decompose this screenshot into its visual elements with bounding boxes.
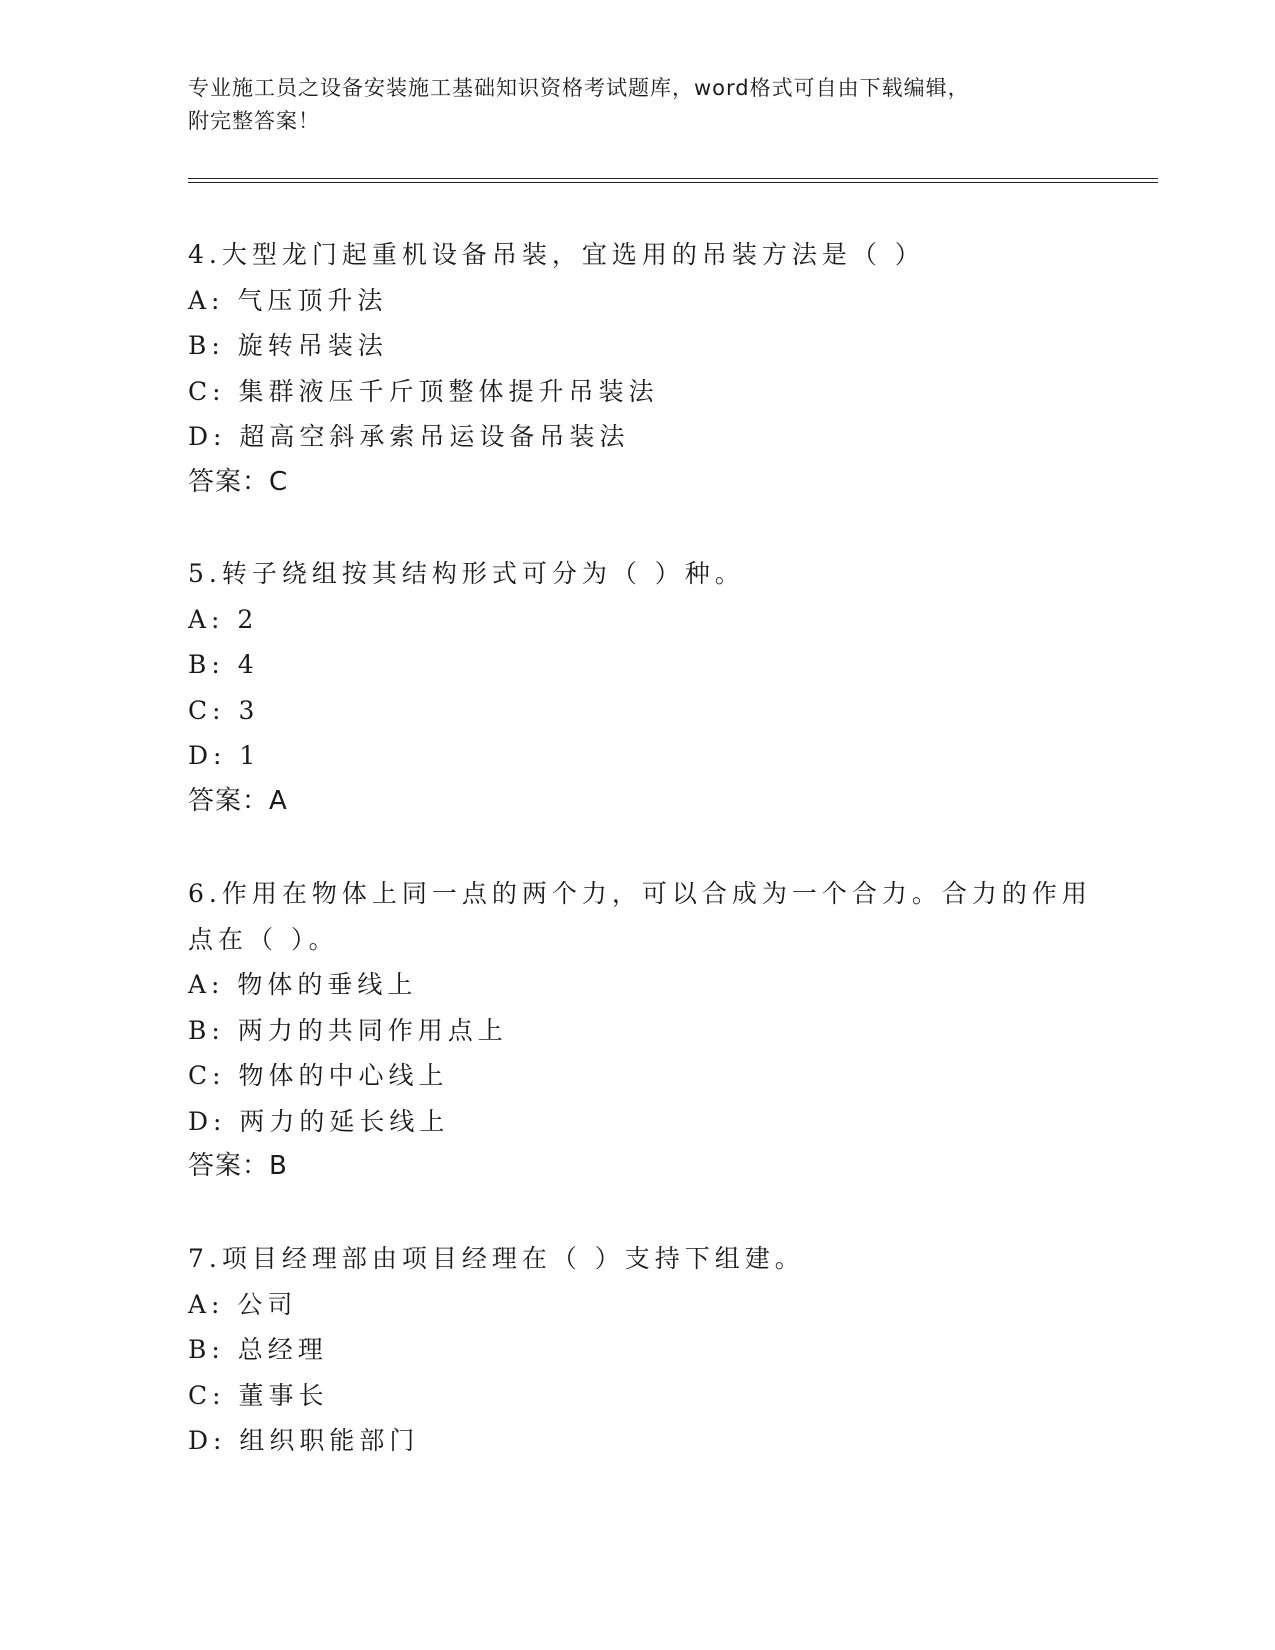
option-c: C: 3 [188, 695, 260, 725]
question-4 [188, 232, 1088, 505]
option-d: D: 1 [188, 741, 261, 770]
option-b: B: 总经理 [188, 1335, 328, 1364]
option-d: D: 组织职能部门 [188, 1426, 420, 1455]
header-line-2: 附完整答案！ [188, 109, 320, 133]
option-b: B: 两力的共同作用点上 [188, 1015, 508, 1045]
option-b: B: 旋转吊装法 [188, 331, 388, 360]
answer: 答案：C [188, 466, 289, 497]
question-5 [188, 551, 1088, 824]
question-stem-line-1: 6.作用在物体上同一点的两个力，可以合成为一个合力。合力的作用 [188, 879, 1092, 908]
document-header [188, 72, 1088, 138]
option-c: C: 集群液压千斤顶整体提升吊装法 [188, 376, 659, 406]
header-line-1: 专业施工员之设备安装施工基础知识资格考试题库，word格式可自由下载编辑， [188, 76, 970, 100]
option-c: C: 董事长 [188, 1380, 329, 1410]
answer: 答案：A [188, 785, 288, 816]
question-stem: 7.项目经理部由项目经理在（ ）支持下组建。 [188, 1244, 805, 1273]
question-7 [188, 1236, 1088, 1464]
option-a: A: 公司 [188, 1289, 298, 1319]
question-stem-line-2: 点在（ ）。 [188, 924, 339, 954]
question-stem: 4.大型龙门起重机设备吊装，宜选用的吊装方法是（ ） [188, 240, 925, 269]
option-b: B: 4 [188, 650, 259, 679]
option-a: A: 物体的垂线上 [188, 970, 418, 999]
option-d: D: 两力的延长线上 [188, 1106, 450, 1136]
answer: 答案：B [188, 1151, 288, 1181]
option-d: D: 超高空斜承索吊运设备吊装法 [188, 422, 630, 451]
header-divider-bottom [188, 182, 1158, 183]
question-stem: 5.转子绕组按其结构形式可分为（ ）种。 [188, 559, 745, 588]
question-6 [188, 871, 1092, 1190]
option-c: C: 物体的中心线上 [188, 1061, 449, 1090]
option-a: A: 2 [188, 604, 259, 634]
option-a: A: 气压顶升法 [188, 285, 388, 315]
header-divider-top [188, 178, 1158, 179]
